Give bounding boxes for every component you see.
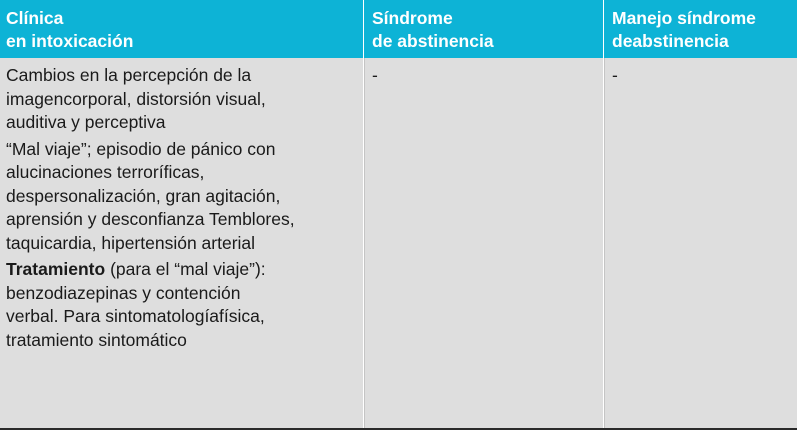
text-line: verbal. Para sintomatologíafísica, [6,306,265,326]
cell-manejo: - [612,65,618,85]
tratamiento-rest: (para el “mal viaje”): [105,259,266,279]
header-sindrome-line-2: de abstinencia [372,31,494,51]
clinica-paragraph-2 [6,138,358,256]
header-sindrome-abstinencia [364,0,604,58]
text-line: auditiva y perceptiva [6,112,166,132]
header-sindrome-line-1: Síndrome [372,8,453,28]
text-line: Cambios en la percepción de la [6,65,252,85]
header-manejo-sindrome [604,0,797,58]
cell-clinica [6,64,358,355]
text-line: despersonalización, gran agitación, [6,185,281,206]
tratamiento-label: Tratamiento [6,259,106,279]
header-manejo-line-1: Manejo síndrome [612,8,756,28]
text-line [6,258,358,282]
header-clinica-line-1: Clínica [6,8,64,28]
text-line: imagencorporal, distorsión visual, [6,88,266,109]
table-bottom-rule [0,428,797,430]
text-line: tratamiento sintomático [6,329,187,350]
header-manejo-line-2: deabstinencia [612,31,729,51]
text-line: benzodiazepinas y contención [6,282,241,303]
header-clinica [0,0,364,58]
text-line: “Mal viaje”; episodio de pánico con [6,138,276,159]
clinica-paragraph-3 [6,258,358,352]
text-line: aprensión y desconfianza Temblores, [6,209,295,229]
text-line: alucinaciones terroríficas, [6,162,205,182]
table-header [0,0,797,58]
column-divider-shadow [364,58,365,430]
column-divider-shadow [604,58,605,430]
header-clinica-line-2: en intoxicación [6,31,134,51]
cell-abstinencia: - [372,65,378,85]
clinica-paragraph-1 [6,64,358,135]
text-line: taquicardia, hipertensión arterial [6,232,256,253]
